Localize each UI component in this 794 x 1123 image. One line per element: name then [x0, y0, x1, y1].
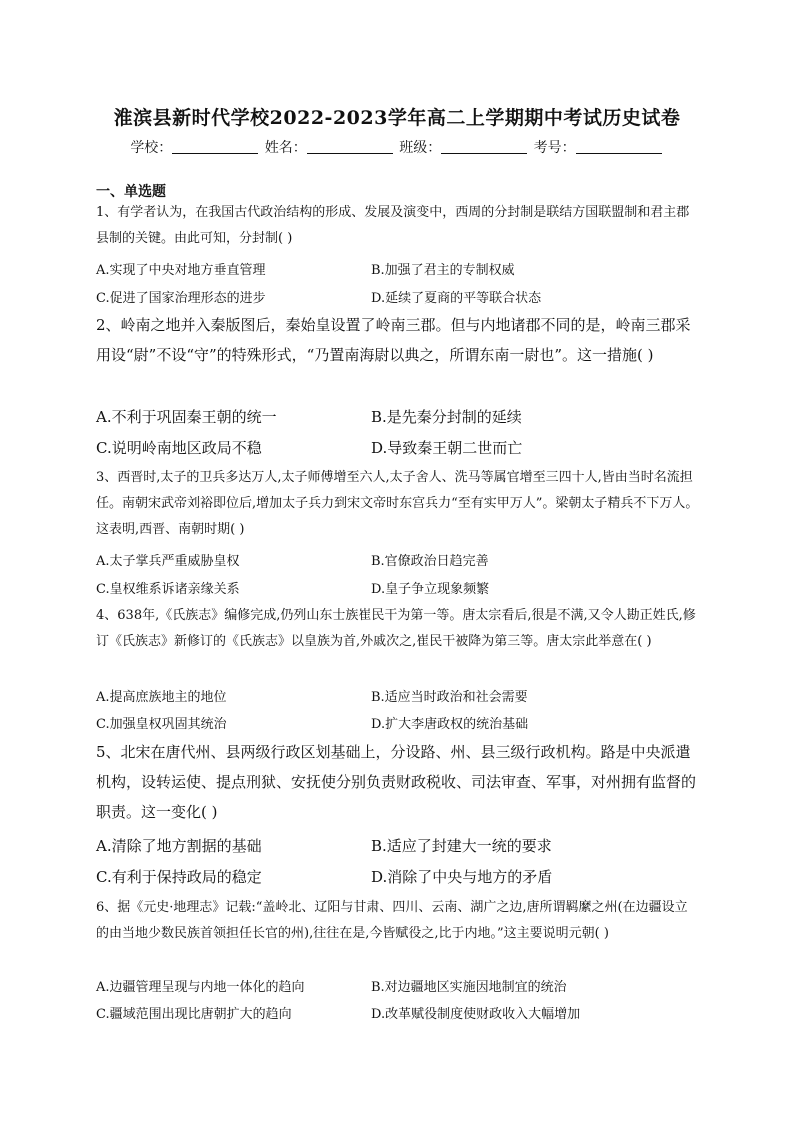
q1-option-c: C.促进了国家治理形态的进步: [96, 291, 266, 306]
q6-option-d: D.改革赋役制度使财政收入大幅增加: [371, 1007, 581, 1022]
question-2: 2、岭南之地并入秦版图后，秦始皇设置了岭南三郡。但与内地诸郡不同的是，岭南三郡采用设“尉”不设“守”的特殊形式，“乃置南海尉以典之，所谓东南一尉也”。这一措施( ): [96, 316, 691, 364]
number-label: 考号：: [533, 140, 576, 156]
name-label: 姓名：: [264, 140, 307, 156]
question-6: 6、据《元史·地理志》记载:“盖岭北、辽阳与甘肃、四川、云南、湖广之边,唐所谓羁縻之州(在边疆设立的由当地少数民族首领担任长官的州),往往在是,今皆赋役之,比于内地。”这主要说明元朝( ): [96, 900, 688, 941]
q4-option-b: B.适应当时政治和社会需要: [371, 690, 528, 705]
q5-option-c: C.有利于保持政局的稳定: [96, 868, 262, 886]
q3-option-a: A.太子掌兵严重威胁皇权: [96, 554, 240, 569]
name-blank[interactable]: [307, 139, 393, 154]
q4-option-a: A.提高庶族地主的地位: [96, 690, 227, 705]
q2-option-a: A.不利于巩固秦王朝的统一: [96, 408, 277, 426]
school-label: 学校：: [130, 140, 173, 156]
q1-option-b: B.加强了君主的专制权威: [371, 263, 515, 278]
q1-option-d: D.延续了夏商的平等联合状态: [371, 291, 542, 306]
q6-option-b: B.对边疆地区实施因地制宜的统治: [371, 980, 567, 995]
question-4: 4、638年,《氏族志》编修完成,仍列山东士族崔民干为第一等。唐太宗看后,很是不满,又令人勘正姓氏,修订《氏族志》新修订的《氏族志》以皇族为首,外戚次之,崔民干被降为第三等。唐太宗此举意在( ): [96, 608, 696, 649]
school-blank[interactable]: [172, 139, 258, 154]
q3-option-d: D.皇子争立现象频繁: [371, 582, 490, 597]
q3-option-c: C.皇权维系诉诸亲缘关系: [96, 582, 240, 597]
number-blank[interactable]: [576, 139, 662, 154]
q5-option-b: B.适应了封建大一统的要求: [371, 837, 552, 855]
question-1: 1、有学者认为，在我国古代政治结构的形成、发展及演变中，西周的分封制是联结方国联盟制和君主郡县制的关键。由此可知，分封制( ): [96, 205, 690, 246]
q5-option-a: A.清除了地方割据的基础: [96, 837, 262, 855]
q2-option-c: C.说明岭南地区政局不稳: [96, 439, 262, 457]
q6-option-c: C.疆域范围出现比唐朝扩大的趋向: [96, 1007, 292, 1022]
q1-option-a: A.实现了中央对地方垂直管理: [96, 263, 266, 278]
q2-option-d: D.导致秦王朝二世而亡: [371, 439, 523, 457]
student-info-line: [0, 137, 794, 157]
exam-title: 淮滨县新时代学校2022-2023学年高二上学期期中考试历史试卷: [113, 107, 681, 129]
question-5: 5、北宋在唐代州、县两级行政区划基础上，分设路、州、县三级行政机构。路是中央派遣机构，设转运使、提点刑狱、安抚使分别负责财政税收、司法审查、军事，对州拥有监督的职责。这一变化( ): [96, 743, 697, 821]
q4-option-c: C.加强皇权巩固其统治: [96, 717, 227, 732]
class-label: 班级：: [399, 140, 442, 156]
q2-option-b: B.是先秦分封制的延续: [371, 408, 522, 426]
section-heading: 一、单选题: [96, 184, 166, 200]
q6-option-a: A.边疆管理呈现与内地一体化的趋向: [96, 980, 305, 995]
q4-option-d: D.扩大李唐政权的统治基础: [371, 717, 529, 732]
class-blank[interactable]: [441, 139, 527, 154]
q5-option-d: D.消除了中央与地方的矛盾: [371, 868, 553, 886]
q3-option-b: B.官僚政治日趋完善: [371, 554, 489, 569]
question-3: 3、西晋时,太子的卫兵多达万人,太子师傅增至六人,太子舍人、洗马等属官增至三四十人,皆由当时名流担任。南朝宋武帝刘裕即位后,增加太子兵力到宋文帝时东宫兵力“至有实甲万人”。梁朝太子精兵不下万人。这表明,西晋、南朝时期( ): [96, 470, 699, 537]
